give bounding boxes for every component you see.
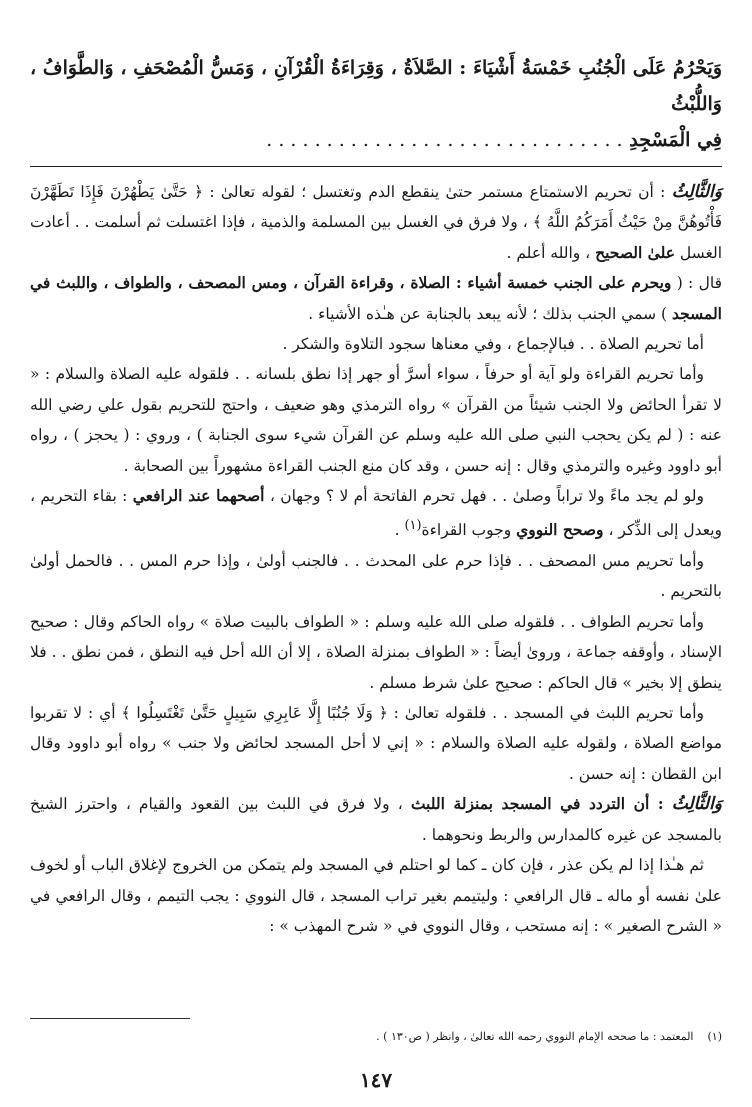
matn-divider (30, 166, 722, 167)
footnote-number: (١) (707, 1030, 722, 1043)
paragraph-2: قال : ( ويحرم على الجنب خمسة أشياء : الصلاة ، وقراءة القرآن ، ومس المصحف ، والطواف ، واللبث في المسجد ) سمي الجنب بذلك ؛ لأنه يبعد بالجنابة عن هـٰذه الأشياء . (30, 273, 722, 323)
footnote (30, 1030, 722, 1043)
lead-word-2: وَالثَّالِثُ (671, 794, 722, 815)
matn-dots: . . . . . . . . . . . . . . . . . . . . . . . . . . . . . . (266, 129, 623, 151)
footnote-ref: (١) (404, 518, 422, 534)
paragraph-7: وأما تحريم الطواف . . فلقوله صلى الله عليه وسلم : « الطواف بالبيت صلاة » رواه الحاكم وقال : صحيح الإسناد ، وأوقفه جماعة ، وروىٰ أيضاً : « الطواف بمنزلة الصلاة ، إلا أن الله أحل فيه النطق ، فمن نطق . . فلا ينطق إلا بخير » قال الحاكم : صحيح علىٰ شرط مسلم . (30, 612, 722, 692)
footnote-divider (30, 1018, 190, 1019)
paragraph-1: وَالثَّالِثُ : أن تحريم الاستمتاع مستمر حتىٰ ينقطع الدم وتغتسل ؛ لقوله تعالىٰ : ﴿ حَتَّىٰ يَطْهُرْنَ فَإِذَا تَطَهَّرْنَ فَأْتُوهُنَّ مِنْ حَيْثُ أَمَرَكُمُ اللَّهُ ﴾ ، ولا فرق في الغسل بين المسلمة والذمية ، فإذا اغتسلت ثم أسلمت . . أعادت الغسل علىٰ الصحيح ، والله أعلم . (30, 182, 722, 262)
paragraph-9: وَالثَّالِثُ : أن التردد في المسجد بمنزلة اللبث ، ولا فرق في اللبث بين القعود والقيام ، واحترز الشيخ بالمسجد عن غيره كالمدارس والربط ونحوهما . (30, 794, 722, 844)
paragraph-6: وأما تحريم مس المصحف . . فإذا حرم على المحدث . . فالجنب أولىٰ ، وإذا حرم المس . . فالحمل أولىٰ بالتحريم . (30, 552, 722, 601)
paragraph-3: أما تحريم الصلاة . . فبالإجماع ، وفي معناها سجود التلاوة والشكر . (282, 335, 704, 354)
footnote-text: المعتمد : ما صححه الإمام النووي رحمه الله تعالىٰ ، وانظر ( ص١٣٠ ) . (376, 1030, 694, 1043)
paragraph-5: ولو لم يجد ماءً ولا تراباً وصلىٰ . . فهل تحرم الفاتحة أم لا ؟ وجهان ، أصحهما عند الرافعي : بقاء التحريم ، ويعدل إلى الذِّكر ، وصحح النووي وجوب القراءة$^{(١)}$ . (30, 486, 722, 540)
paragraph-4: وأما تحريم القراءة ولو آية أو حرفاً ، سواء أسرَّ أو جهر إذا نطق بلسانه . . فلقوله عليه الصلاة والسلام : « لا تقرأ الحائض ولا الجنب شيئاً من القرآن » رواه الترمذي وهو ضعيف ، واحتج للتحريم بقول علي رضي الله عنه : ( لم يكن يحجب النبي صلى الله عليه وسلم عن القرآن شيء سوى الجنابة ) ، وروي : ( يحجز ) ، رواه أبو داوود وغيره والترمذي وقال : إنه حسن ، وقد كان منع الجنب القراءة مشهوراً بين الصحابة . (30, 365, 722, 475)
paragraph-8: وأما تحريم اللبث في المسجد . . فلقوله تعالىٰ : ﴿ وَلَا جُنُبًا إِلَّا عَابِرِي سَبِيلٍ حَتَّىٰ تَغْتَسِلُوا ﴾ أي : لا تقربوا مواضع الصلاة ، ولقوله عليه الصلاة والسلام : « إني لا أحل المسجد لحائض ولا جنب » رواه أبو داوود وقال ابن القطان : إنه حسن . (30, 704, 722, 783)
commentary (30, 177, 722, 941)
page-number: ١٤٧ (359, 1068, 393, 1092)
page-body (30, 50, 722, 941)
paragraph-10: ثم هـٰذا إذا لم يكن عذر ، فإن كان ـ كما لو احتلم في المسجد ولم يتمكن من الخروج لإغلاق الباب أو لخوف علىٰ نفسه أو ماله ـ قال الرافعي : وليتيمم بغير تراب المسجد ، قال النووي : يجب التيمم ، وقال الرافعي في « الشرح الصغير » : إنه مستحب ، وقال النووي في « شرح المهذب » : (30, 856, 722, 935)
matn-line-2: فِي الْمَسْجِدِ (629, 129, 722, 151)
matn-line-1: وَيَحْرُمُ عَلَى الْجُنُبِ خَمْسَةُ أَشْيَاءَ : الصَّلاَةُ ، وَقِرَاءَةُ الْقُرْآنِ ، وَمَسُّ الْمُصْحَفِ ، وَالطَّوَافُ ، وَاللُّبْثُ (30, 57, 722, 115)
lead-word-1: وَالثَّالِثُ (671, 182, 722, 202)
matn-text (30, 50, 722, 158)
